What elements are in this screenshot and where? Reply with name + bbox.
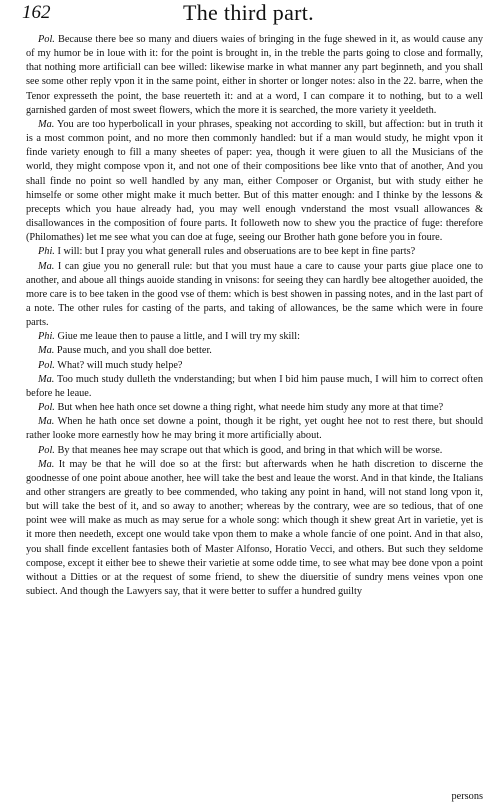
page-number: 162 [22,2,51,23]
speaker-label: Ma. [38,260,55,272]
speaker-label: Ma. [38,458,55,470]
catchword: persons [451,791,483,802]
dialogue-paragraph [26,260,483,331]
paragraph-text: Too much study dulleth the vnderstanding; but when I bid him pause much, I will him to correct often before he leaue. [26,373,483,399]
speaker-label: Phi. [38,331,55,343]
paragraph-text: What? will much study helpe? [57,359,183,371]
paragraph-text: By that meanes hee may scrape out that which is good, and bring in that which will be worse. [57,444,443,456]
paragraph-text: I will: but I pray you what generall rules and obseruations are to bee kept in fine parts? [57,246,416,258]
running-head: The third part. [183,0,314,25]
speaker-label: Ma. [38,416,55,428]
dialogue-paragraph [26,33,483,118]
paragraph-text: You are too hyperbolicall in your phrases, speaking not according to skill, but affection: but in truth it is a most common point, and no more then commonly handled: but if a man would study, he might vpon it finde variety enough to fill a many sheetes of paper: yea, though it were giuen to all the Musicians of the world, they might compose vpon it, and not one of their compositions bee like vnto that of another, And you shall finde no point so well handled by any man, either Composer or Organist, but with study either he himselfe or some other might make it much better. But of this matter enough: and I thinke by the lessons & precepts which you haue already had, you may well enough vnderstand the most vsuall allowances & disallowances in the composition of foure parts. It followeth now to shew you the practice of fuge: therefore (Philomathes) let me see what you can doe at fuge, seeing our Brother hath gone before you in foure. [26,118,483,244]
dialogue-paragraph [26,373,483,401]
dialogue-paragraph [26,330,483,344]
speaker-label: Pol. [38,359,55,371]
speaker-label: Ma. [38,345,55,357]
paragraph-text: Pause much, and you shall doe better. [56,345,212,357]
speaker-label: Pol. [38,34,55,45]
speaker-label: Ma. [38,118,55,130]
dialogue-paragraph [26,344,483,358]
dialogue-paragraph [26,118,483,245]
paragraph-text: But when hee hath once set downe a thing right, what neede him study any more at that time? [57,402,444,414]
paragraph-text: Because there bee so many and diuers waies of bringing in the fuge shewed in it, as would cause any of my humor be in loue with it: for the point is brought in, in the treble the parts going to close and formally, that nothing more artificiall can bee willed: likewise marke in what manner any part beginneth, and you shall see some other reply vpon it in the same point, either in shorter or longer notes: also in the 22. barre, when the Tenor expresseth the point, the base reuerteth it: and at a word, I can compare it to nothing, but to a well garnished garden of most sweet flowers, which the more it is searched, the more variety it yeeldeth. [26,34,483,116]
speaker-label: Pol. [38,444,55,456]
dialogue-paragraph [26,245,483,259]
dialogue-text [26,33,483,599]
paragraph-text: It may be that he will doe so at the first: but afterwards when he hath discretion to discerne the goodnesse of one point aboue another, hee will take the best and leaue the worst. And in that kinde, the Italians and other strangers are greatly to bee commended, who taking any point in hand, will not stand long vpon it, but will take the best of it, and so away to another; whereas by the contrary, wee are so tedious, that of one point wee will make as much as may serue for a whole song: which though it shew great Art in varietie, yet is it more then needeth, except one would take vpon them to make a whole fancie of one point. And in that also, you shall finde excellent fantasies both of Master Alfonso, Horatio Vecci, and others. But such they seldome compose, except it either bee to shewe their varietie at some odde time, to see what may bee done vpon a point without a Ditties or at the request of some friend, to shew the diuersitie of sundry mens veines vpon one subiect. And though the Lawyers say, that it were better to suffer a hundred guilty [26,458,483,598]
paragraph-text: I can giue you no generall rule: but that you must haue a care to cause your parts giue place one to another, and aboue all things auoide standing in vnisons: for seeing they can hardly bee altogether auoided, the more care is to bee taken in the good vse of them: which is best showen in passing notes, and in the last part of a note. The other rules for casting of the parts, and taking of allowances, be the same which were in foure parts. [26,260,483,329]
dialogue-paragraph [26,458,483,600]
paragraph-text: Giue me leaue then to pause a little, and I will try my skill: [57,331,300,343]
paragraph-text: When he hath once set downe a point, though it be right, yet ought hee not to rest there, but should rather looke more earnestly how he may bring it more artificially about. [26,416,483,442]
dialogue-paragraph [26,415,483,443]
speaker-label: Ma. [38,373,55,385]
dialogue-paragraph [26,359,483,373]
dialogue-paragraph [26,401,483,415]
dialogue-paragraph [26,444,483,458]
speaker-label: Phi. [38,246,55,258]
speaker-label: Pol. [38,402,55,414]
